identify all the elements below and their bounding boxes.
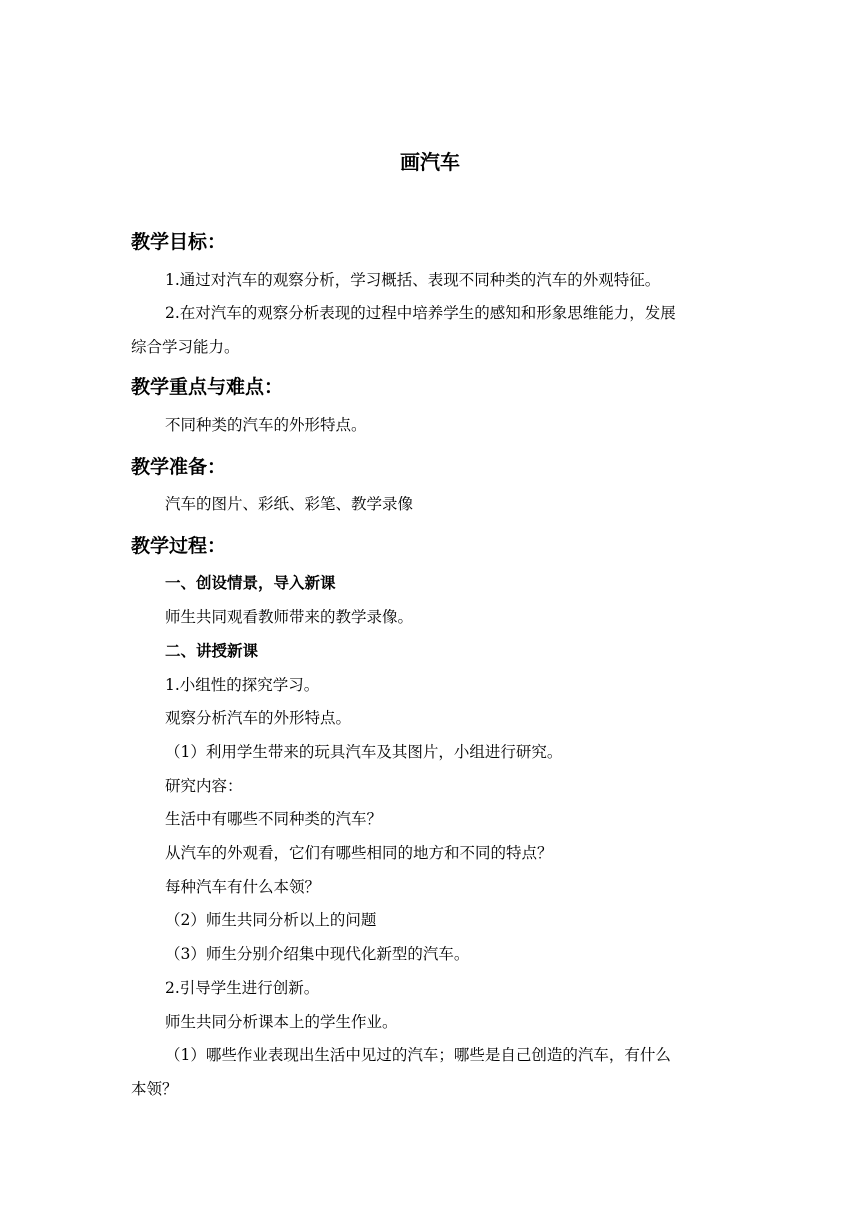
page-title: 画汽车 (400, 150, 460, 174)
process-line: （1）利用学生带来的玩具汽车及其图片，小组进行研究。 (165, 743, 563, 761)
process-line: 从汽车的外观看，它们有哪些相同的地方和不同的特点？ (165, 844, 553, 862)
process-line: 生活中有哪些不同种类的汽车？ (165, 810, 383, 828)
process-line: 师生共同分析课本上的学生作业。 (165, 1013, 398, 1031)
key-points-text: 不同种类的汽车的外形特点。 (165, 416, 367, 434)
process-line: 2.引导学生进行创新。 (165, 979, 320, 997)
process-line: （1）哪些作业表现出生活中见过的汽车；哪些是自己创造的汽车，有什么 (165, 1046, 671, 1064)
process-line-continuation: 本领？ (131, 1080, 178, 1098)
objective-item-2: 2.在对汽车的观察分析表现的过程中培养学生的感知和形象思维能力，发展 (165, 304, 676, 322)
process-line: 1.小组性的探究学习。 (165, 676, 320, 694)
process-line: 观察分析汽车的外形特点。 (165, 709, 352, 727)
section-heading-key-points: 教学重点与难点： (131, 376, 284, 398)
section-heading-preparation: 教学准备： (131, 456, 227, 478)
section-heading-objectives: 教学目标： (131, 231, 227, 253)
process-subheading-1: 一、创设情景，导入新课 (165, 574, 336, 592)
process-line: 每种汽车有什么本领？ (165, 878, 321, 896)
process-line: 师生共同观看教师带来的教学录像。 (165, 608, 414, 626)
process-line: （3）师生分别介绍集中现代化新型的汽车。 (165, 945, 470, 963)
process-line: 研究内容： (165, 777, 243, 795)
preparation-text: 汽车的图片、彩纸、彩笔、教学录像 (165, 495, 414, 513)
objective-item-1: 1.通过对汽车的观察分析，学习概括、表现不同种类的汽车的外观特征。 (165, 271, 661, 289)
process-subheading-2: 二、讲授新课 (165, 642, 259, 660)
objective-item-2-continuation: 综合学习能力。 (131, 338, 240, 356)
process-line: （2）师生共同分析以上的问题 (165, 911, 377, 929)
section-heading-process: 教学过程： (131, 535, 227, 557)
